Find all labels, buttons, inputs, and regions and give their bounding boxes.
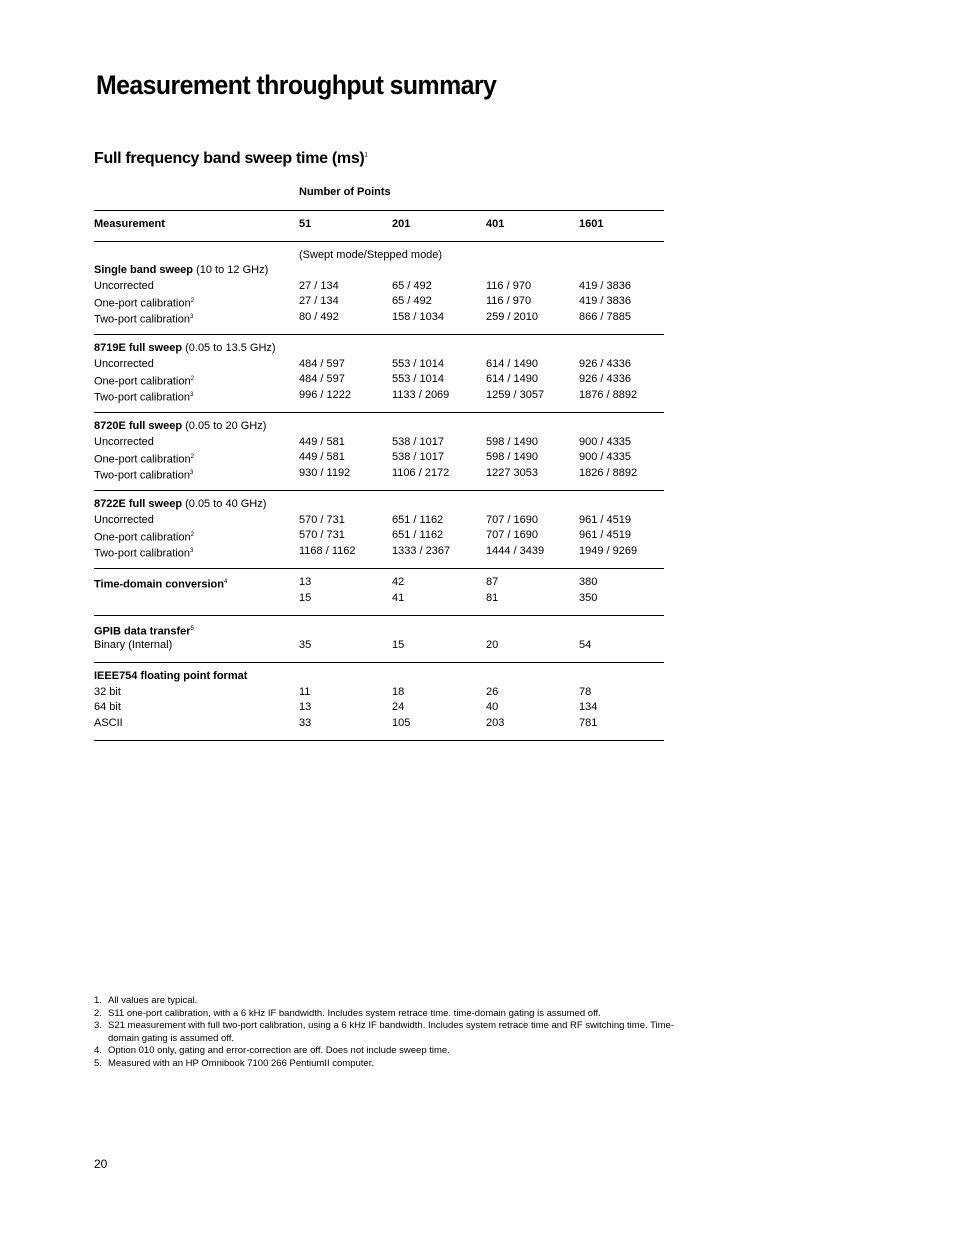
cell-51: 996 / 1222 (299, 388, 351, 401)
cell-1601: 1826 / 8892 (579, 466, 638, 479)
footnote-ref: 2 (190, 376, 194, 382)
cell-401: 81 (486, 591, 499, 604)
header-measurement: Measurement (94, 218, 165, 230)
table-row (94, 544, 664, 559)
cell-51: 484 / 597 (299, 373, 345, 385)
cell-401: 40 (486, 701, 499, 713)
row-label-text: Two-port calibration (94, 391, 190, 404)
table-header-row (94, 217, 664, 232)
row-label (94, 716, 123, 731)
cell-201: 42 (392, 576, 405, 588)
cell-51: 570 / 731 (299, 513, 345, 526)
group-divider (94, 568, 664, 569)
footnote-ref: 2 (190, 454, 194, 460)
group-label (94, 497, 266, 512)
footnote-item (94, 1008, 674, 1021)
cell-51: 930 / 1192 (299, 466, 351, 479)
row-label (94, 357, 154, 372)
row-label-text: Uncorrected (94, 513, 154, 526)
cell-51: 27 / 134 (299, 295, 339, 307)
group-label-range: (0.05 to 20 GHz) (182, 420, 267, 432)
cell-51: 449 / 581 (299, 451, 345, 463)
cell-201: 651 / 1162 (392, 529, 444, 541)
footnote-number: 3. (94, 1020, 102, 1032)
cell-1601: 134 (579, 701, 598, 713)
group-divider (94, 662, 664, 663)
footnote-ref: 1 (364, 152, 368, 159)
cell-51: 35 (299, 638, 312, 651)
cell-51: 13 (299, 701, 312, 713)
cell-51: 27 / 134 (299, 279, 339, 292)
group-label-range: (0.05 to 13.5 GHz) (182, 342, 276, 354)
cell-401: 614 / 1490 (486, 373, 538, 385)
row-label-text: One-port calibration (94, 375, 191, 388)
row-label-text: Uncorrected (94, 435, 154, 448)
group-label (94, 263, 268, 278)
table-row (94, 435, 664, 450)
cell-51: 449 / 581 (299, 435, 345, 448)
row-label-text: 64 bit (94, 701, 121, 713)
header-201: 201 (392, 218, 411, 230)
footnote-ref: 3 (190, 391, 194, 398)
footnote-ref: 4 (224, 579, 228, 585)
row-label (94, 388, 193, 406)
cell-401: 116 / 970 (486, 279, 532, 292)
cell-51: 13 (299, 576, 312, 588)
group-divider (94, 490, 664, 491)
group-label-bold: Single band sweep (94, 264, 194, 276)
cell-51: 11 (299, 685, 311, 698)
cell-1601: 866 / 7885 (579, 310, 631, 323)
header-bottom-rule (94, 241, 664, 242)
row-label (94, 435, 154, 450)
cell-401: 1259 / 3057 (486, 388, 545, 401)
row-label-text: 32 bit (94, 685, 121, 698)
cell-201: 538 / 1017 (392, 435, 444, 448)
group-header-row (94, 669, 664, 684)
table-row (94, 279, 664, 294)
cell-401: 203 (486, 716, 505, 729)
group-label (94, 419, 266, 434)
group-label-bold: 8720E full sweep (94, 420, 183, 432)
group-divider (94, 334, 664, 335)
group-divider (94, 412, 664, 413)
footnote-number: 2. (94, 1007, 102, 1019)
group-label-bold: GPIB data transfer (94, 625, 191, 638)
footnote-ref: 2 (190, 298, 194, 304)
cell-1601: 78 (579, 685, 592, 698)
row-label (94, 279, 154, 294)
row-label-text: ASCII (94, 716, 123, 729)
group-label-bold: 8719E full sweep (94, 342, 183, 354)
cell-1601: 926 / 4336 (579, 357, 631, 370)
cell-401: 1444 / 3439 (486, 544, 545, 557)
cell-401: 26 (486, 685, 499, 698)
cell-1601: 781 (579, 716, 598, 729)
footnote-ref: 3 (190, 313, 194, 320)
row-label-text: Two-port calibration (94, 313, 190, 326)
row-label (94, 700, 121, 715)
cell-1601: 54 (579, 638, 592, 651)
table-row (94, 294, 664, 309)
cell-1601: 419 / 3836 (579, 279, 631, 292)
table-row (94, 685, 664, 700)
table-top-rule (94, 210, 664, 211)
group-header-row (94, 341, 664, 356)
group-header-row (94, 497, 664, 512)
cell-1601: 961 / 4519 (579, 529, 631, 541)
group-header-row (94, 575, 664, 590)
table-row (94, 700, 664, 715)
row-label-text: Two-port calibration (94, 547, 190, 560)
row-label-text: Uncorrected (94, 357, 154, 370)
columns-caption: Number of Points (299, 186, 391, 198)
row-label-text: Binary (Internal) (94, 638, 173, 651)
footnote-ref: 3 (190, 469, 194, 476)
header-1601: 1601 (579, 218, 604, 230)
section-title-text: Full frequency band sweep time (ms) (94, 150, 365, 167)
footnote-ref: 5 (190, 626, 194, 632)
group-label-bold: IEEE754 floating point format (94, 670, 248, 682)
group-label-range: (0.05 to 40 GHz) (182, 498, 267, 510)
table-row (94, 716, 664, 731)
cell-401: 614 / 1490 (486, 357, 538, 370)
cell-201: 65 / 492 (392, 279, 432, 292)
group-header-row (94, 419, 664, 434)
cell-1601: 419 / 3836 (579, 295, 631, 307)
cell-401: 20 (486, 638, 499, 651)
footnotes (94, 995, 674, 1071)
row-label (94, 638, 172, 653)
footnote-text: S11 one-port calibration, with a 6 kHz IF bandwidth. Includes system retrace time. time-domain gating is assumed off. (108, 1007, 601, 1019)
cell-51: 15 (299, 591, 312, 604)
group-label-range: (10 to 12 GHz) (193, 264, 269, 276)
cell-201: 24 (392, 701, 405, 713)
footnote-text: Option 010 only, gating and error-correction are off. Does not include sweep time. (108, 1045, 450, 1057)
cell-201: 158 / 1034 (392, 310, 444, 323)
cell-201: 538 / 1017 (392, 451, 444, 463)
group-header-row (94, 263, 664, 278)
cell-1601: 900 / 4335 (579, 435, 631, 448)
group-label (94, 669, 247, 684)
cell-201: 105 (392, 716, 411, 729)
footnote-number: 1. (94, 995, 102, 1006)
cell-1601: 1876 / 8892 (579, 388, 638, 401)
row-label (94, 513, 154, 528)
cell-51: 570 / 731 (299, 529, 345, 541)
row-label-text: Uncorrected (94, 279, 154, 292)
cell-51: 1168 / 1162 (299, 544, 356, 557)
row-label (94, 544, 193, 562)
row-label (94, 310, 193, 328)
row-label-text: One-port calibration (94, 297, 191, 310)
group-divider (94, 740, 664, 741)
cell-401: 598 / 1490 (486, 435, 538, 448)
cell-51: 80 / 492 (299, 310, 339, 323)
mode-note-row (94, 248, 664, 263)
cell-201: 1133 / 2069 (392, 388, 450, 401)
cell-401: 598 / 1490 (486, 451, 538, 463)
cell-401: 707 / 1690 (486, 513, 538, 526)
table-row (94, 591, 664, 606)
section-title (94, 150, 368, 168)
group-label-bold: Time-domain conversion (94, 578, 224, 591)
cell-1601: 380 (579, 576, 598, 588)
table-row (94, 513, 664, 528)
row-label (94, 685, 121, 700)
footnote-text: S21 measurement with full two-port calibration, using a 6 kHz IF bandwidth. Includes system retrace time and RF switching time. Time-domain gating is assumed off. (108, 1020, 675, 1044)
cell-401: 87 (486, 576, 499, 588)
cell-201: 651 / 1162 (392, 513, 444, 526)
group-divider (94, 615, 664, 616)
cell-1601: 350 (579, 591, 598, 604)
cell-1601: 1949 / 9269 (579, 544, 638, 557)
cell-201: 65 / 492 (392, 295, 432, 307)
group-label-bold: 8722E full sweep (94, 498, 183, 510)
cell-401: 116 / 970 (486, 295, 532, 307)
table-row (94, 357, 664, 372)
row-label-text: One-port calibration (94, 531, 191, 544)
group-label (94, 341, 276, 356)
footnote-text: Measured with an HP Omnibook 7100 266 PentiumII computer. (108, 1057, 374, 1069)
header-51: 51 (299, 218, 312, 230)
cell-1601: 926 / 4336 (579, 373, 631, 385)
footnote-item (94, 995, 674, 1008)
cell-201: 1333 / 2367 (392, 544, 451, 557)
footnote-ref: 3 (190, 547, 194, 554)
page-number: 20 (94, 1157, 108, 1171)
cell-201: 15 (392, 638, 405, 651)
table-row (94, 310, 664, 325)
cell-201: 1106 / 2172 (392, 466, 450, 479)
cell-201: 41 (392, 591, 405, 604)
header-401: 401 (486, 218, 505, 230)
footnote-ref: 2 (190, 532, 194, 538)
mode-note: (Swept mode/Stepped mode) (299, 249, 443, 261)
page-title: Measurement throughput summary (96, 70, 497, 100)
row-label (94, 466, 193, 484)
footnote-item (94, 1020, 674, 1045)
table-row (94, 372, 664, 387)
cell-1601: 900 / 4335 (579, 451, 631, 463)
table-row (94, 466, 664, 481)
cell-201: 553 / 1014 (392, 373, 444, 385)
cell-401: 1227 3053 (486, 466, 538, 479)
footnote-text: All values are typical. (108, 995, 198, 1006)
cell-1601: 961 / 4519 (579, 513, 631, 526)
footnote-number: 4. (94, 1045, 102, 1057)
row-label-text: One-port calibration (94, 453, 191, 466)
group-header-row (94, 622, 664, 637)
row-label-text: Two-port calibration (94, 469, 190, 482)
footnote-item (94, 1045, 674, 1058)
cell-401: 707 / 1690 (486, 529, 538, 541)
cell-51: 484 / 597 (299, 357, 345, 370)
table-row (94, 450, 664, 465)
footnote-number: 5. (94, 1057, 102, 1069)
cell-51: 33 (299, 716, 312, 729)
table-row (94, 638, 664, 653)
cell-201: 553 / 1014 (392, 357, 444, 370)
footnote-item (94, 1058, 674, 1071)
cell-201: 18 (392, 685, 405, 698)
table-row (94, 388, 664, 403)
cell-401: 259 / 2010 (486, 310, 538, 323)
table-row (94, 528, 664, 543)
